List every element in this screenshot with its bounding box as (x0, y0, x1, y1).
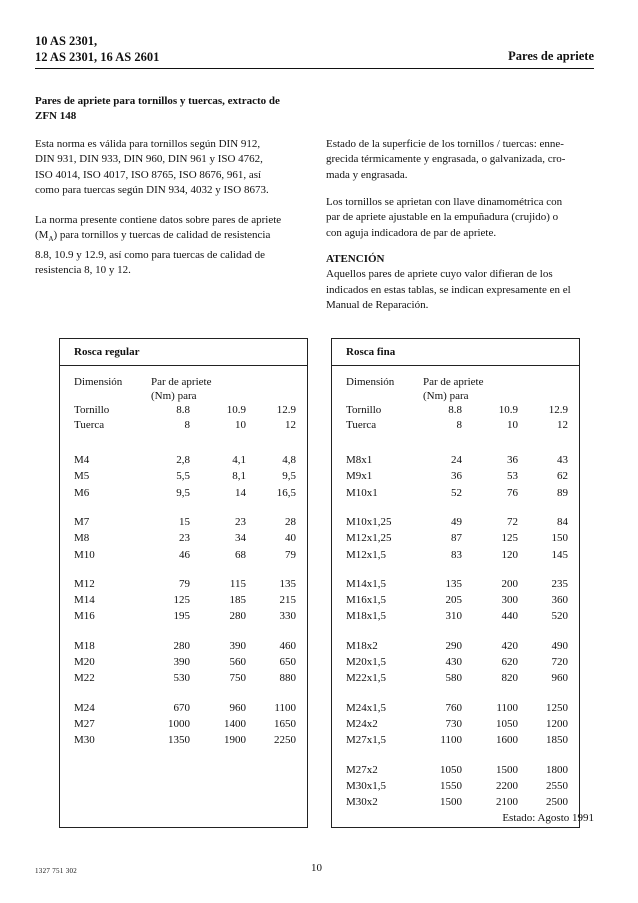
thread-size-cell: M8 (74, 532, 90, 545)
column-header-torque-unit: (Nm) para (151, 390, 197, 402)
torque-value-cell: 1050 (496, 717, 518, 730)
thread-size-cell: M24x2 (346, 717, 378, 730)
torque-value-cell: 300 (501, 594, 518, 607)
nut-grade-3: 12 (285, 419, 296, 431)
torque-value-cell: 1500 (440, 796, 462, 809)
torque-value-cell: 28 (285, 515, 296, 528)
torque-value-cell: 205 (445, 594, 462, 607)
thread-size-cell: M12 (74, 577, 95, 590)
thread-size-cell: M18x2 (346, 639, 378, 652)
nut-grade-1: 8 (456, 419, 462, 431)
torque-value-cell: 960 (229, 701, 246, 714)
torque-value-cell: 1850 (546, 734, 568, 747)
torque-value-cell: 43 (557, 454, 568, 466)
torque-value-cell: 195 (173, 610, 190, 623)
torque-value-cell: 36 (451, 470, 462, 483)
thread-size-cell: M4 (74, 454, 90, 466)
revision-status: Estado: Agosto 1991 (502, 812, 594, 824)
subscript: A (48, 235, 54, 244)
thread-size-cell: M20 (74, 656, 95, 668)
torque-value-cell: 200 (501, 577, 518, 590)
thread-size-cell: M16 (74, 610, 95, 623)
paragraph-line: 8.8, 10.9 y 12.9, así como para tuercas de calidad de (35, 249, 266, 261)
torque-value-cell: 390 (173, 656, 190, 668)
paragraph-line: Manual de Reparación. (326, 299, 429, 312)
paragraph-line: Aquellos pares de apriete cuyo valor difieran de los (326, 268, 553, 281)
paragraph-line: par de apriete ajustable en la empuñadura (crujido) o (326, 211, 559, 224)
torque-value-cell: 115 (229, 577, 246, 590)
thread-size-cell: M10x1,25 (346, 515, 392, 528)
intro-heading-line-1: Pares de apriete para tornillos y tuercas, extracto de (35, 95, 280, 107)
thread-size-cell: M12x1,5 (346, 548, 387, 561)
regular-thread-panel (59, 338, 308, 828)
bolt-grade-2: 10.9 (498, 404, 518, 416)
torque-value-cell: 580 (445, 672, 462, 685)
regular-thread-title: Rosca regular (60, 339, 307, 366)
torque-value-cell: 72 (507, 515, 518, 528)
torque-value-cell: 1800 (546, 763, 568, 776)
header-line-2: 12 AS 2301, 16 AS 2601 (35, 50, 160, 64)
torque-value-cell: 440 (501, 610, 518, 623)
paragraph-line: mada y engrasada. (326, 168, 408, 181)
bolt-grade-2: 10.9 (226, 404, 246, 416)
thread-size-cell: M9x1 (346, 470, 373, 483)
paragraph-line: grecida térmicamente y engrasada, o galvanizada, cro- (326, 153, 566, 166)
torque-value-cell: 135 (445, 577, 462, 590)
torque-value-cell: 1050 (440, 763, 462, 776)
torque-value-cell: 1500 (496, 763, 518, 776)
torque-value-cell: 460 (279, 639, 296, 652)
torque-value-cell: 79 (179, 577, 190, 590)
torque-value-cell: 650 (279, 656, 296, 668)
thread-size-cell: M30 (74, 734, 95, 747)
torque-value-cell: 2,8 (176, 454, 190, 466)
thread-size-cell: M27x2 (346, 763, 378, 776)
torque-value-cell: 62 (557, 470, 568, 483)
torque-value-cell: 5,5 (176, 470, 190, 483)
torque-value-cell: 34 (235, 532, 246, 545)
attention-block (326, 252, 571, 314)
torque-value-cell: 36 (507, 454, 518, 466)
torque-value-cell: 68 (235, 548, 246, 561)
torque-value-cell: 23 (235, 515, 246, 528)
torque-value-cell: 820 (501, 672, 518, 685)
torque-value-cell: 1550 (440, 779, 462, 792)
bolt-grade-3: 12.9 (548, 404, 568, 416)
torque-value-cell: 1100 (274, 701, 296, 714)
nut-grade-1: 8 (184, 419, 190, 431)
torque-value-cell: 79 (285, 548, 296, 561)
thread-size-cell: M14x1,5 (346, 577, 387, 590)
row-label-nut: Tuerca (346, 419, 377, 431)
column-header-dimension: Dimensión (74, 376, 123, 388)
page-number: 10 (311, 862, 322, 874)
thread-size-cell: M27 (74, 717, 95, 730)
thread-size-cell: M27x1,5 (346, 734, 387, 747)
torque-value-cell: 52 (451, 486, 462, 499)
bolt-grade-1: 8.8 (176, 404, 190, 416)
torque-value-cell: 8,1 (232, 470, 246, 483)
thread-size-cell: M22x1,5 (346, 672, 387, 685)
torque-value-cell: 46 (179, 548, 190, 561)
paragraph-line: como para tuercas según DIN 934, 4032 y ISO 8673. (35, 184, 269, 197)
torque-value-cell: 1250 (546, 701, 568, 714)
torque-value-cell: 23 (179, 532, 190, 545)
thread-size-cell: M20x1,5 (346, 656, 387, 668)
row-label-nut: Tuerca (74, 419, 105, 431)
paragraph-line (35, 228, 281, 248)
tightening-paragraph (326, 195, 562, 241)
text-span: ) para tornillos y tuercas de calidad de resistencia (53, 229, 271, 242)
torque-value-cell: 135 (279, 577, 296, 590)
torque-value-cell: 87 (451, 532, 462, 545)
torque-value-cell: 280 (173, 639, 190, 652)
attention-heading: ATENCIÓN (326, 253, 385, 265)
fine-thread-title: Rosca fina (332, 339, 579, 366)
intro-paragraph-1 (35, 137, 269, 199)
paragraph-line: con aguja indicadora de par de apriete. (326, 226, 497, 239)
paragraph-line: resistencia 8, 10 y 12. (35, 264, 131, 277)
torque-value-cell: 1650 (274, 717, 296, 730)
paragraph-line: Los tornillos se aprietan con llave dinamométrica con (326, 196, 563, 208)
column-header-torque: Par de apriete (151, 376, 212, 388)
paragraph-line: La norma presente contiene datos sobre pares de apriete (35, 214, 282, 226)
column-header-dimension: Dimensión (346, 376, 395, 388)
torque-value-cell: 730 (445, 717, 462, 730)
torque-value-cell: 750 (229, 672, 246, 685)
torque-value-cell: 530 (173, 672, 190, 685)
torque-value-cell: 430 (445, 656, 462, 668)
torque-value-cell: 620 (501, 656, 518, 668)
torque-value-cell: 1000 (168, 717, 190, 730)
torque-value-cell: 24 (451, 454, 462, 466)
torque-value-cell: 290 (445, 639, 462, 652)
torque-value-cell: 120 (501, 548, 518, 561)
thread-size-cell: M10 (74, 548, 95, 561)
torque-value-cell: 2500 (546, 796, 568, 809)
torque-value-cell: 15 (179, 515, 190, 528)
thread-size-cell: M12x1,25 (346, 532, 392, 545)
torque-value-cell: 125 (501, 532, 518, 545)
nut-grade-3: 12 (557, 419, 568, 431)
torque-value-cell: 1600 (496, 734, 518, 747)
header-line-1: 10 AS 2301, (35, 34, 98, 48)
torque-value-cell: 330 (279, 610, 296, 623)
thread-size-cell: M7 (74, 515, 90, 528)
torque-value-cell: 310 (445, 610, 462, 623)
torque-value-cell: 145 (551, 548, 568, 561)
thread-size-cell: M5 (74, 470, 90, 483)
header-rule (35, 68, 594, 69)
torque-value-cell: 420 (501, 639, 518, 652)
torque-value-cell: 1350 (168, 734, 190, 747)
torque-value-cell: 76 (507, 486, 518, 499)
surface-paragraph (326, 137, 565, 183)
torque-value-cell: 880 (279, 672, 296, 685)
torque-value-cell: 9,5 (176, 486, 190, 499)
intro-heading-line-2: ZFN 148 (35, 110, 77, 123)
torque-value-cell: 760 (445, 701, 462, 714)
torque-value-cell: 2550 (546, 779, 568, 792)
intro-heading (35, 94, 280, 125)
thread-size-cell: M8x1 (346, 454, 373, 466)
thread-size-cell: M24x1,5 (346, 701, 387, 714)
torque-value-cell: 89 (557, 486, 568, 499)
text-span: (M (35, 229, 49, 242)
thread-size-cell: M18 (74, 639, 95, 652)
torque-value-cell: 235 (551, 577, 568, 590)
torque-value-cell: 520 (551, 610, 568, 623)
thread-size-cell: M10x1 (346, 486, 378, 499)
torque-value-cell: 4,8 (282, 454, 296, 466)
torque-value-cell: 720 (551, 656, 568, 668)
torque-value-cell: 280 (229, 610, 246, 623)
torque-value-cell: 390 (229, 639, 246, 652)
paragraph-line: indicados en estas tablas, se indican expresamente en el (326, 283, 571, 296)
torque-value-cell: 1400 (224, 717, 246, 730)
document-header-title: Pares de apriete (508, 49, 594, 63)
torque-value-cell: 490 (551, 639, 568, 652)
torque-value-cell: 560 (229, 656, 246, 668)
torque-value-cell: 960 (551, 672, 568, 685)
nut-grade-2: 10 (235, 419, 246, 431)
torque-value-cell: 2200 (496, 779, 518, 792)
thread-size-cell: M16x1,5 (346, 594, 387, 607)
torque-value-cell: 670 (173, 701, 190, 714)
torque-value-cell: 14 (235, 486, 246, 499)
column-header-torque-unit: (Nm) para (423, 390, 469, 402)
row-label-bolt: Tornillo (74, 404, 110, 416)
torque-value-cell: 16,5 (276, 486, 296, 499)
document-code: 1327 751 302 (35, 867, 78, 875)
torque-value-cell: 1100 (440, 734, 462, 747)
thread-size-cell: M22 (74, 672, 95, 685)
torque-value-cell: 1200 (546, 717, 568, 730)
torque-value-cell: 1100 (496, 701, 518, 714)
torque-value-cell: 215 (279, 594, 296, 607)
torque-value-cell: 150 (551, 532, 568, 545)
torque-value-cell: 2250 (274, 734, 296, 747)
torque-value-cell: 360 (551, 594, 568, 607)
torque-value-cell: 83 (451, 548, 462, 561)
thread-size-cell: M14 (74, 594, 95, 607)
nut-grade-2: 10 (507, 419, 518, 431)
fine-thread-panel (331, 338, 580, 828)
bolt-grade-3: 12.9 (276, 404, 296, 416)
paragraph-line: Esta norma es válida para tornillos según DIN 912, (35, 138, 261, 150)
torque-value-cell: 1900 (224, 734, 246, 747)
thread-size-cell: M18x1,5 (346, 610, 387, 623)
torque-value-cell: 4,1 (232, 454, 246, 466)
bolt-grade-1: 8.8 (448, 404, 462, 416)
torque-value-cell: 84 (557, 515, 568, 528)
torque-value-cell: 185 (229, 594, 246, 607)
intro-paragraph-2 (35, 213, 281, 279)
torque-value-cell: 2100 (496, 796, 518, 809)
paragraph-line: Estado de la superficie de los tornillos / tuercas: enne- (326, 138, 564, 150)
paragraph-line: ISO 4014, ISO 4017, ISO 8765, ISO 8676, 961, así (35, 168, 262, 181)
torque-value-cell: 9,5 (282, 470, 296, 483)
torque-value-cell: 40 (285, 532, 296, 545)
column-header-torque: Par de apriete (423, 376, 484, 388)
thread-size-cell: M6 (74, 486, 90, 499)
thread-size-cell: M30x2 (346, 796, 378, 809)
torque-value-cell: 125 (173, 594, 190, 607)
paragraph-line: DIN 931, DIN 933, DIN 960, DIN 961 y ISO 4762, (35, 153, 263, 166)
torque-value-cell: 49 (451, 515, 462, 528)
document-header-models (35, 33, 159, 65)
torque-value-cell: 53 (507, 470, 518, 483)
row-label-bolt: Tornillo (346, 404, 382, 416)
thread-size-cell: M24 (74, 701, 95, 714)
thread-size-cell: M30x1,5 (346, 779, 387, 792)
